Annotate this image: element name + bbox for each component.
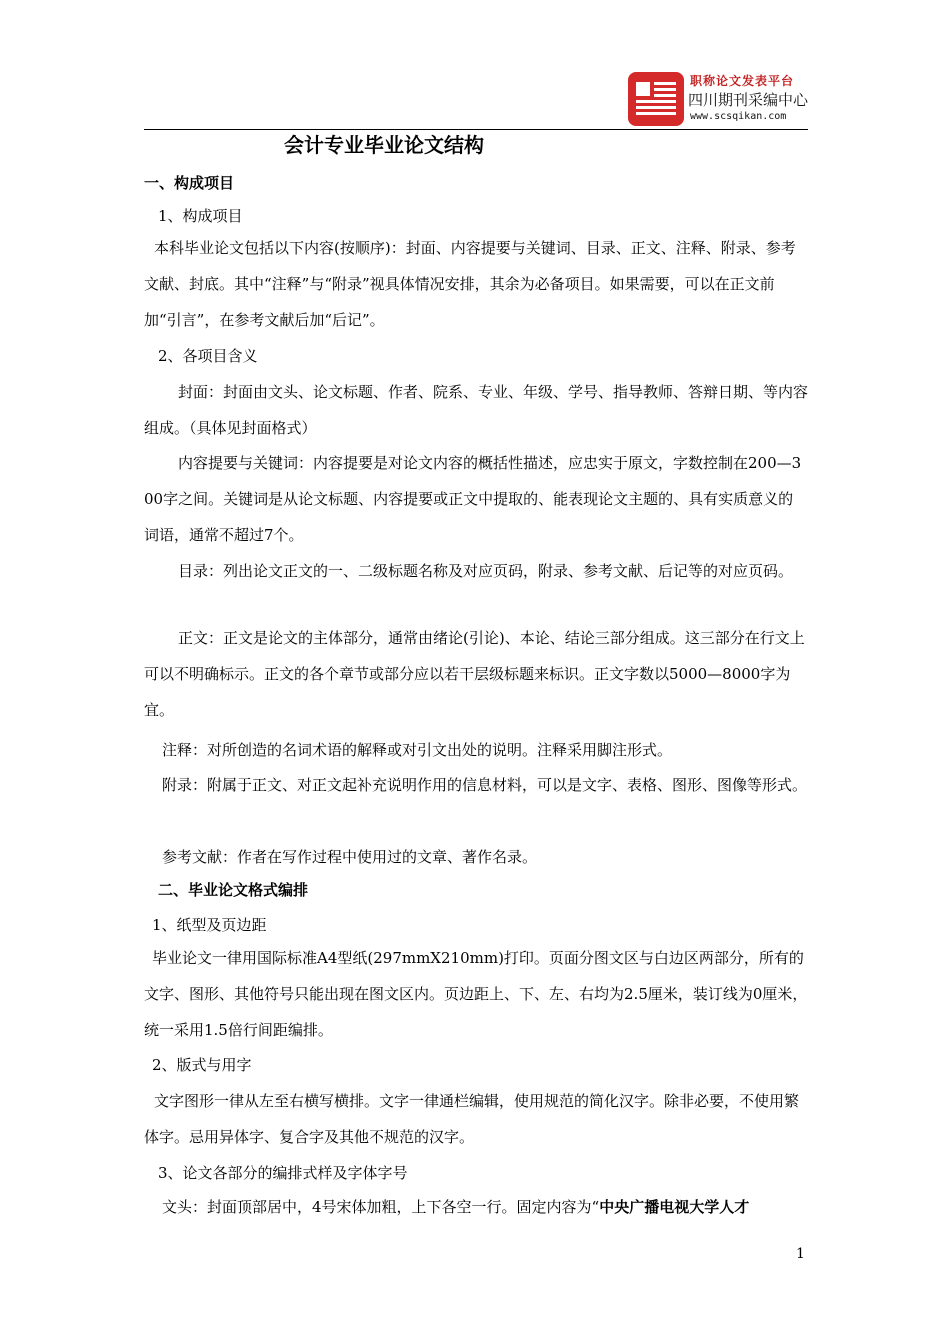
paragraph: 文字图形一律从左至右横写横排。文字一律通栏编辑，使用规范的简化汉字。除非必要，不使用繁体字。忌用异体字、复合字及其他不规范的汉字。 <box>144 1092 800 1146</box>
paragraph-text: 文头：封面顶部居中，4号宋体加粗，上下各空一行。固定内容为“ <box>162 1198 600 1216</box>
paragraph: 参考文献：作者在写作过程中使用过的文章、著作名录。 <box>162 848 538 866</box>
subheading: 2、版式与用字 <box>152 1056 252 1074</box>
page-number: 1 <box>796 1246 805 1262</box>
paragraph: 内容提要与关键词：内容提要是对论文内容的概括性描述，应忠实于原文，字数控制在200—300字之间。关键词是从论文标题、内容提要或正文中提取的、能表现论文主题的、具有实质意义的词语，通常不超过7个。 <box>144 454 802 544</box>
paragraph: 注释：对所创造的名词术语的解释或对引文出处的说明。注释采用脚注形式。 <box>162 741 673 759</box>
logo-tagline: 职称论文发表平台 <box>690 74 795 88</box>
newspaper-icon <box>628 72 684 126</box>
paragraph: 附录：附属于正文、对正文起补充说明作用的信息材料，可以是文字、表格、图形、图像等形式。 <box>162 776 808 794</box>
paragraph-bold-text: 中央广播电视大学人才 <box>599 1198 750 1216</box>
subheading: 3、论文各部分的编排式样及字体字号 <box>158 1164 408 1182</box>
section-heading-1: 一、构成项目 <box>144 174 235 192</box>
paragraph: 封面：封面由文头、论文标题、作者、院系、专业、年级、学号、指导教师、答辩日期、等内容组成。（具体见封面格式） <box>144 383 809 437</box>
paragraph: 本科毕业论文包括以下内容(按顺序)：封面、内容提要与关键词、目录、正文、注释、附录、参考文献、封底。其中“注释”与“附录”视具体情况安排，其余为必备项目。如果需要，可以在正文前加“引言”，在参考文献后加“后记”。 <box>144 239 796 329</box>
logo-name: 四川期刊采编中心 <box>688 91 809 109</box>
section-heading-2: 二、毕业论文格式编排 <box>158 881 309 899</box>
paragraph <box>144 1189 808 1225</box>
paragraph: 目录：列出论文正文的一、二级标题名称及对应页码，附录、参考文献、后记等的对应页码。 <box>178 562 794 580</box>
paragraph: 毕业论文一律用国际标准A4型纸(297mmX210mm)打印。页面分图文区与白边区两部分，所有的文字、图形、其他符号只能出现在图文区内。页边距上、下、左、右均为2.5厘米，装订线为0厘米，统一采用1.5倍行间距编排。 <box>144 949 808 1039</box>
subheading: 2、各项目含义 <box>158 347 258 365</box>
paragraph: 正文：正文是论文的主体部分，通常由绪论(引论)、本论、结论三部分组成。这三部分在行文上可以不明确标示。正文的各个章节或部分应以若干层级标题来标识。正文字数以5000—8000字为宜。 <box>144 629 805 719</box>
subheading: 1、纸型及页边距 <box>152 916 267 934</box>
document-title: 会计专业毕业论文结构 <box>284 133 484 157</box>
logo-url: www.scsqikan.com <box>690 111 787 122</box>
subheading: 1、构成项目 <box>158 207 243 225</box>
publisher-logo <box>628 72 818 128</box>
